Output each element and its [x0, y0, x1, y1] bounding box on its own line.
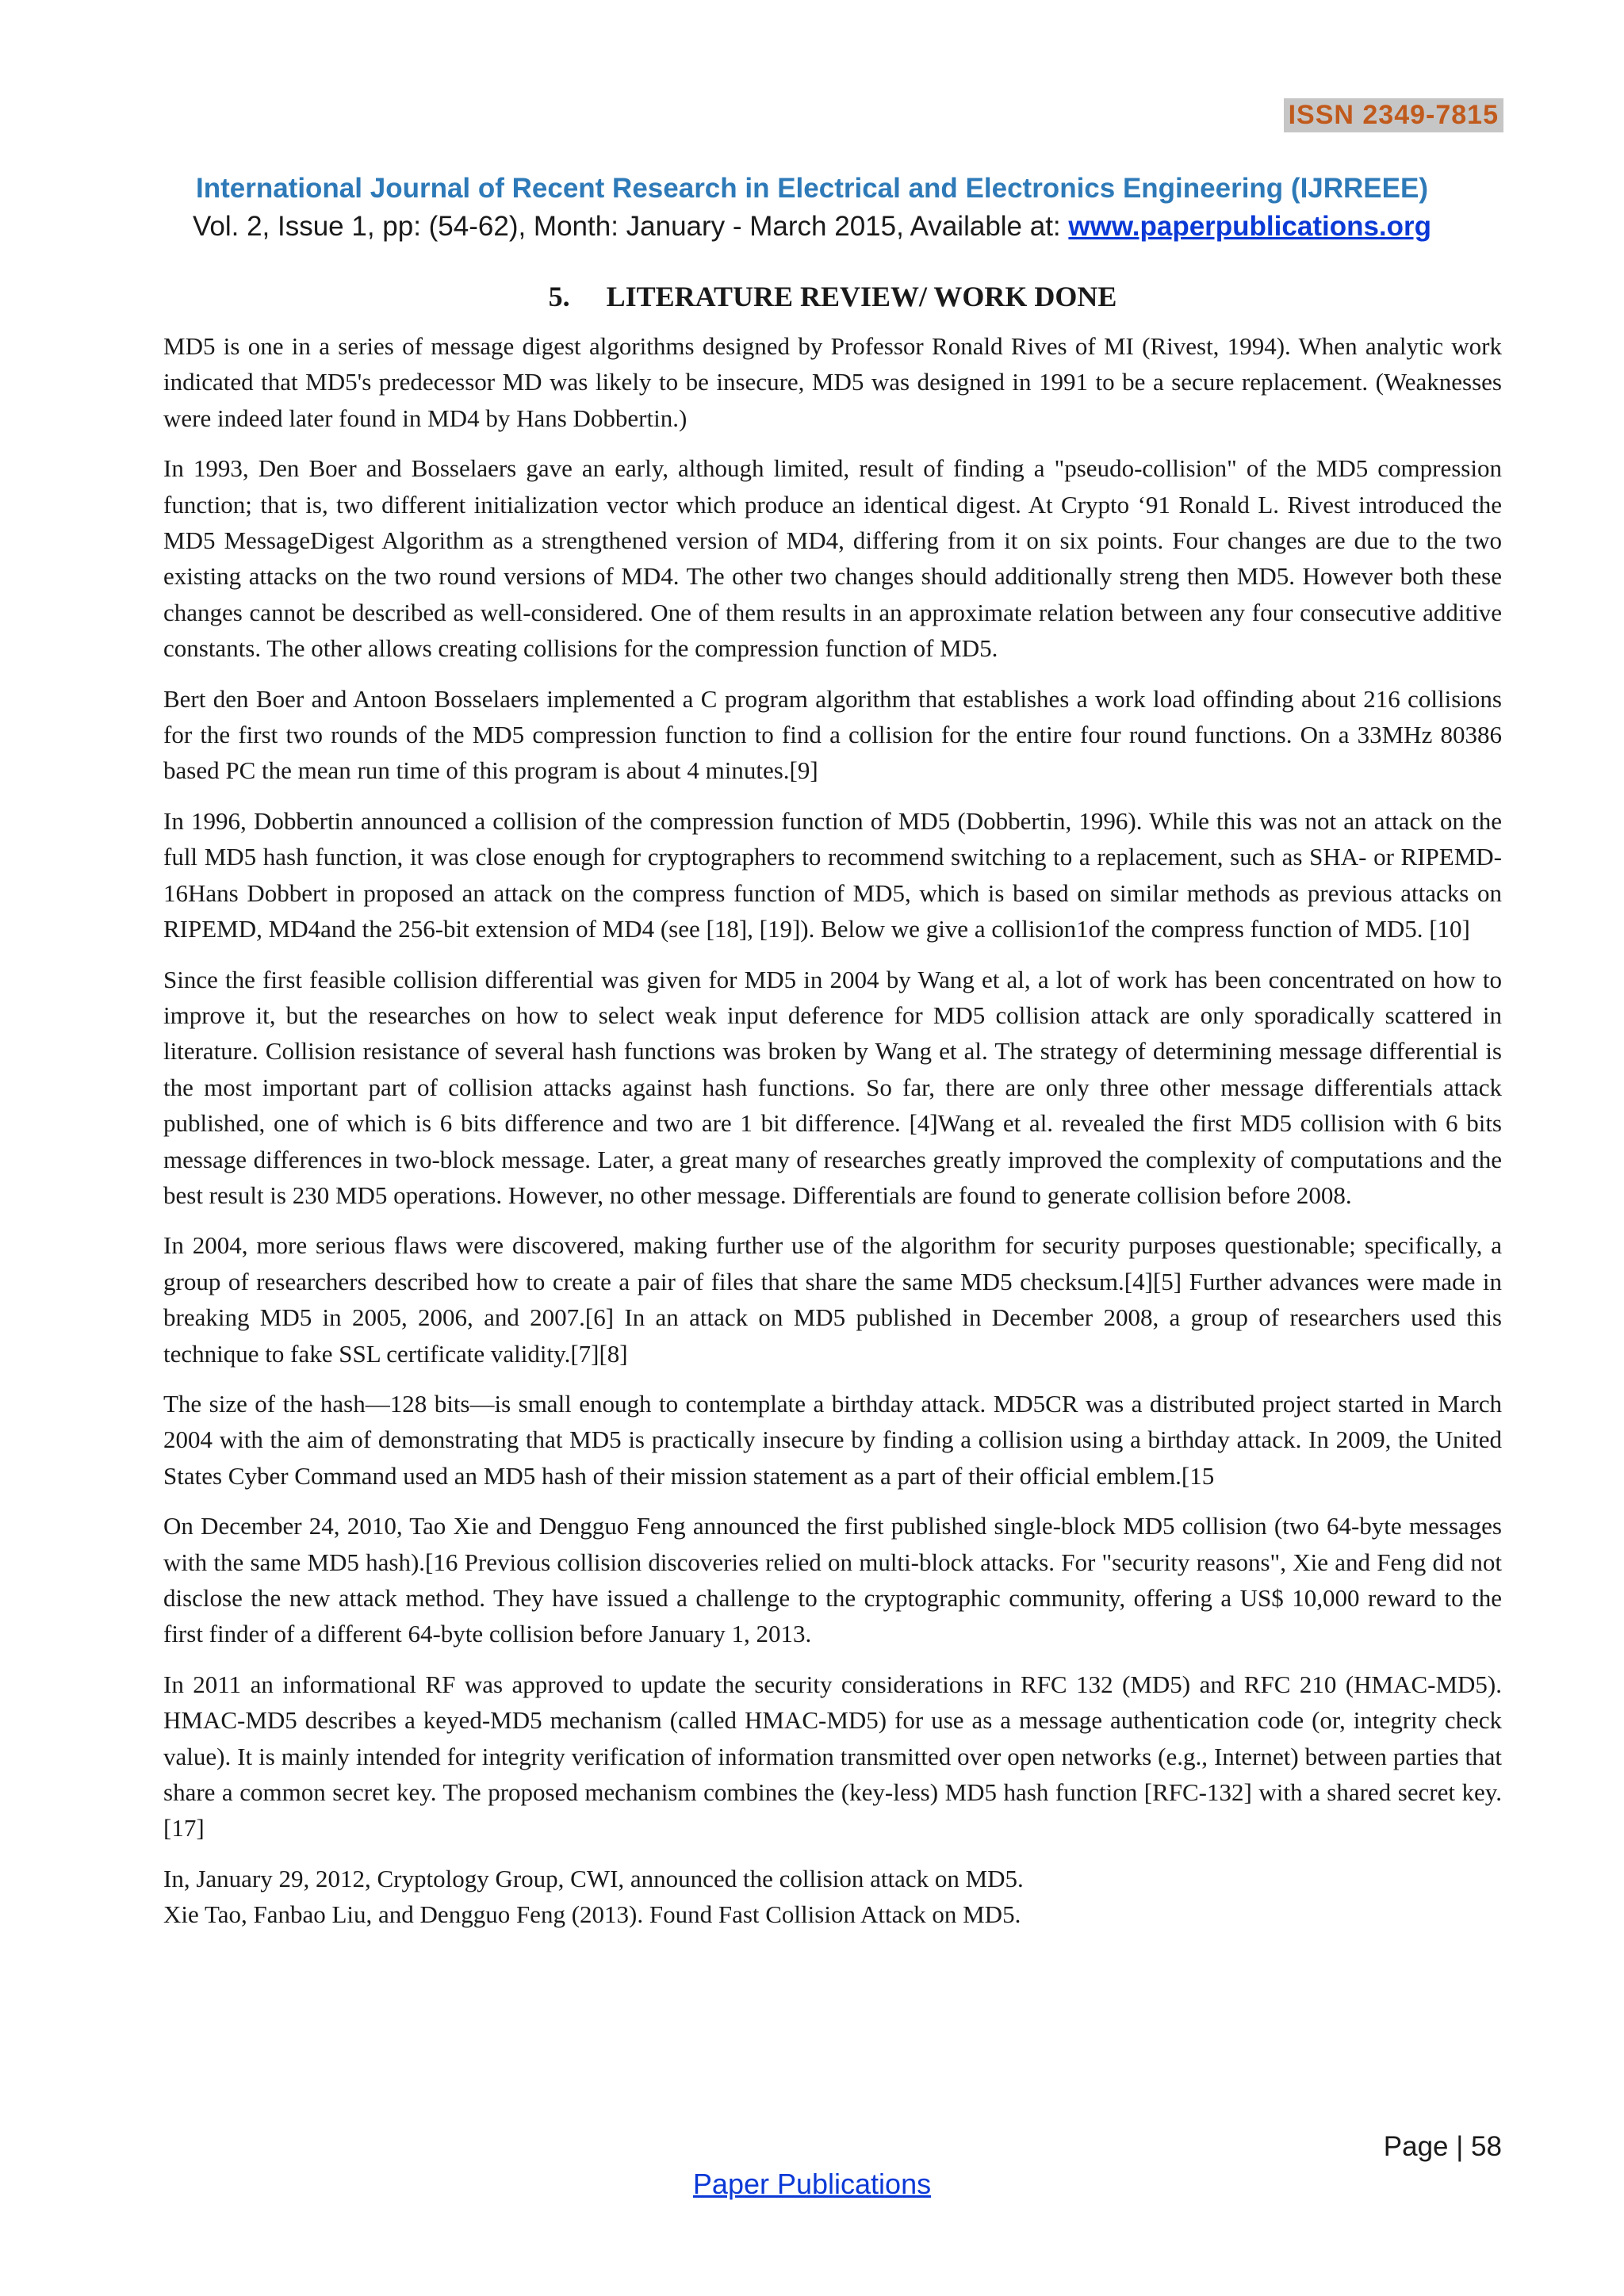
paragraph-den-boer: Bert den Boer and Antoon Bosselaers implemented a C program algorithm that establishes a work load offinding about 216 collisions for the first two rounds of the MD5 compression function to find a collision for the entire four round functions. On a 33MHz 80386 based PC the mean run time of this program is about 4 minutes.[9]: [163, 684, 1502, 785]
journal-info: [0, 208, 1624, 246]
paragraph-single-block: On December 24, 2010, Tao Xie and Dengguo Feng announced the first published single-block MD5 collision (two 64-byte messages with the same MD5 hash).[16 Previous collision discoveries relied on multi-block attacks. For "security reasons", Xie and Feng did not disclose the new attack method. They have issued a challenge to the cryptographic community, offering a US$ 10,000 reward to the first finder of a different 64-byte collision before January 1, 2013.: [163, 1512, 1502, 1648]
journal-url-link[interactable]: www.paperpublications.org: [1068, 211, 1432, 242]
issn-badge: ISSN 2349-7815: [1284, 98, 1503, 132]
journal-info-text: Vol. 2, Issue 1, pp: (54-62), Month: January - March 2015, Available at:: [192, 211, 1069, 242]
section-title: LITERATURE REVIEW/ WORK DONE: [606, 281, 1117, 312]
section-heading: [163, 277, 1502, 316]
article-body: [163, 277, 1502, 1933]
section-number: 5.: [548, 281, 570, 312]
footer: [0, 2168, 1624, 2201]
paragraph-rfc-update: In 2011 an informational RF was approved to update the security considerations in RFC 132 (MD5) and RFC 210 (HMAC-MD5). HMAC-MD5 describes a keyed-MD5 mechanism (called HMAC-MD5) for use as a message authentication code (or, integrity check value). It is mainly intended for integrity verification of information transmitted over open networks (e.g., Internet) between parties that share a common secret key. The proposed mechanism combines the (key-less) MD5 hash function [RFC-132] with a shared secret key. [17]: [163, 1670, 1502, 1843]
journal-header: [0, 170, 1624, 246]
paragraph-md5-intro: MD5 is one in a series of message digest algorithms designed by Professor Ronald Rives of MI (Rivest, 1994). When analytic work indicated that MD5's predecessor MD was likely to be insecure, MD5 was designed in 1991 to be a secure replacement. (Weaknesses were indeed later found in MD4 by Hans Dobbertin.): [163, 332, 1502, 432]
page-number: Page | 58: [1383, 2131, 1502, 2162]
paragraph-2004-flaws: In 2004, more serious flaws were discovered, making further use of the algorithm for security purposes questionable; specifically, a group of researchers described how to create a pair of files that share the same MD5 checksum.[4][5] Further advances were made in breaking MD5 in 2005, 2006, and 2007.[6] In an attack on MD5 published in December 2008, a group of researchers used this technique to fake SSL certificate validity.[7][8]: [163, 1231, 1502, 1368]
paragraph-cwi-2012: In, January 29, 2012, Cryptology Group, CWI, announced the collision attack on MD5.: [163, 1864, 1024, 1892]
paragraph-birthday-attack: The size of the hash—128 bits—is small enough to contemplate a birthday attack. MD5CR was a distributed project started in March 2004 with the aim of demonstrating that MD5 is practically insecure by finding a collision using a birthday attack. In 2009, the United States Cyber Command used an MD5 hash of their mission statement as a part of their official emblem.[15: [163, 1389, 1502, 1490]
publisher-link[interactable]: Paper Publications: [692, 2168, 932, 2200]
paragraph-wang-differential: Since the first feasible collision differential was given for MD5 in 2004 by Wang et al, a lot of work has been concentrated on how to improve it, but the researches on how to select weak input deference for MD5 collision attack are only sporadically scattered in literature. Collision resistance of several hash functions was broken by Wang et al. The strategy of determining message differential is the most important part of collision attacks against hash functions. So far, there are only three other message differentials attack published, one of which is 6 bits difference and two are 1 bit difference. [4]Wang et al. revealed the first MD5 collision with 6 bits message differences in two-block message. Later, a great many of researches greatly improved the complexity of computations and the best result is 230 MD5 operations. However, no other message. Differentials are found to generate collision before 2008.: [163, 965, 1502, 1209]
paragraph-pseudo-collision: In 1993, Den Boer and Bosselaers gave an early, although limited, result of finding a "pseudo-collision" of the MD5 compression function; that is, two different initialization vector which produce an identical digest. At Crypto ‘91 Ronald L. Rivest introduced the MD5 MessageDigest Algorithm as a strengthened version of MD4, differing from it on six points. Four changes are due to the two existing attacks on the two round versions of MD4. The other two changes should additionally streng then MD5. However both these changes cannot be described as well-considered. One of them results in an approximate relation between any four consecutive additive constants. The other allows creating collisions for the compression function of MD5.: [163, 454, 1502, 663]
paragraph-dobbertin: In 1996, Dobbertin announced a collision of the compression function of MD5 (Dobbertin, 1996). While this was not an attack on the full MD5 hash function, it was close enough for cryptographers to recommend switching to a replacement, such as SHA- or RIPEMD-16Hans Dobbert in proposed an attack on the compress function of MD5, which is based on similar methods as previous attacks on RIPEMD, MD4and the 256-bit extension of MD4 (see [18], [19]). Below we give a collision1of the compress function of MD5. [10]: [163, 806, 1502, 943]
journal-title: International Journal of Recent Research in Electrical and Electronics Engineering (IJRREEE): [195, 173, 1428, 204]
paragraph-xie-2013: Xie Tao, Fanbao Liu, and Dengguo Feng (2013). Found Fast Collision Attack on MD5.: [163, 1900, 1021, 1929]
